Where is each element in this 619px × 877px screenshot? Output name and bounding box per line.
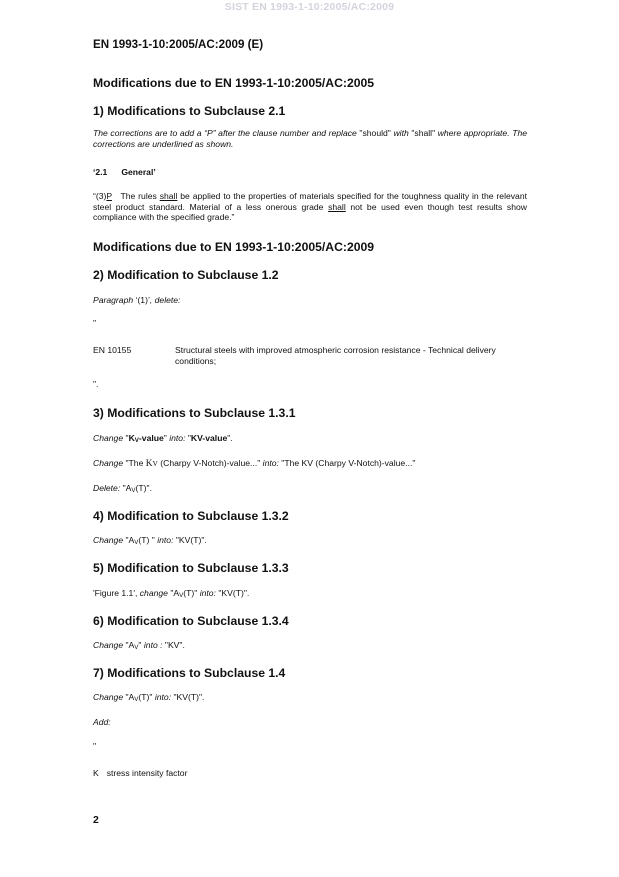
item6-heading: 6) Modification to Subclause 1.3.4 (93, 614, 289, 628)
paragraph-label: Paragraph (93, 295, 134, 305)
para-shall-1: shall (159, 191, 178, 201)
para-open: “(3) (93, 191, 107, 201)
definition-text: stress intensity factor (106, 768, 188, 778)
paragraph-ref: ‘(1)’ (133, 295, 150, 305)
item2-heading: 2) Modification to Subclause 1.2 (93, 268, 279, 282)
item2-quote-close: ". (93, 379, 99, 389)
change-label: Change (93, 640, 124, 650)
item4-heading: 4) Modification to Subclause 1.3.2 (93, 509, 289, 523)
old-text-pre: "A (123, 640, 135, 650)
change-label: Change (93, 535, 124, 545)
para-part3: not be used even though test results show compliance with the specified grade.” (93, 201, 527, 223)
add-label: Add: (93, 717, 111, 727)
item2-quote-open: " (93, 318, 97, 328)
intro-pre: The corrections are to add a “P” after the clause number and replace (93, 128, 360, 138)
item4-line (93, 535, 527, 546)
change-label: Change (93, 692, 124, 702)
change-label: Change (93, 458, 124, 468)
old-text-subscript: V (134, 644, 139, 651)
para-part2: be applied to the properties of materials specified for the toughness quality in the relevant steel product standard. Material of a less onerous grade (93, 191, 528, 212)
old-text-post: (Charpy V-Notch)-value..." (157, 458, 263, 468)
item3-line3 (93, 483, 527, 494)
new-text: "KV". (162, 640, 185, 650)
old-text-k: K (145, 459, 153, 469)
subclause-title: General’ (121, 167, 156, 177)
old-text-post: (T)" (183, 588, 200, 598)
para-shall-2: shall (328, 201, 346, 212)
old-text-subscript: V (134, 539, 139, 546)
old-text-post: (T) " (138, 535, 158, 545)
old-text-post: (T)" (138, 692, 155, 702)
section-title-ac2009: Modifications due to EN 1993-1-10:2005/AC:2009 (93, 240, 375, 254)
watermark: SIST EN 1993-1-10:2005/AC:2009 (224, 1, 395, 13)
definition-symbol: K (93, 768, 99, 778)
quote: " (163, 433, 170, 443)
new-text: "KV(T)". (173, 535, 207, 545)
intro-shall: "shall" (411, 128, 436, 138)
page-number: 2 (93, 814, 99, 826)
quote: ". (227, 433, 233, 443)
item6-line (93, 640, 527, 651)
old-text-pre: "A (167, 588, 180, 598)
change-label: Change (93, 433, 124, 443)
old-term-k: K (128, 433, 135, 443)
item3-line2 (93, 458, 527, 470)
para-part1: The rules (111, 191, 160, 201)
into-label: into: (199, 588, 216, 598)
into-label: into: (154, 692, 172, 702)
old-text-pre: "A (120, 483, 132, 493)
old-term-subscript: V (134, 437, 139, 444)
old-text-v: V (152, 459, 158, 468)
into-label: into: (157, 535, 174, 545)
delete-label: , delete: (149, 295, 181, 305)
item7-line (93, 692, 527, 703)
old-text-pre: "A (123, 535, 135, 545)
intro-should: "should" (359, 128, 391, 138)
item1-paragraph (93, 191, 527, 223)
old-text-pre: "The (123, 458, 146, 468)
para-p: P (106, 191, 112, 201)
intro-post: where appropriate. The corrections are underlined as shown. (93, 128, 527, 149)
item5-heading: 5) Modification to Subclause 1.3.3 (93, 561, 289, 575)
old-text-subscript: V (131, 487, 136, 494)
item3-heading: 3) Modifications to Subclause 1.3.1 (93, 406, 296, 420)
old-text-subscript: V (134, 696, 139, 703)
item2-instruction (93, 295, 527, 306)
standard-code: EN 10155 (93, 345, 132, 355)
item7-quote-open: " (93, 741, 97, 751)
figure-ref: 'Figure 1.1', (93, 588, 140, 598)
old-text-pre: "A (123, 692, 135, 702)
subclause-heading (93, 167, 527, 178)
new-text: "KV(T)". (171, 692, 205, 702)
into-label: into: (169, 433, 186, 443)
old-term (129, 433, 164, 443)
definition-entry (93, 768, 527, 779)
new-term: KV-value (190, 433, 228, 443)
new-text: "KV(T)". (215, 588, 250, 598)
item5-line (93, 588, 527, 599)
old-text-post: (T)". (135, 483, 152, 493)
quote: " (185, 433, 191, 443)
document-header: EN 1993-1-10:2005/AC:2009 (E) (93, 38, 264, 51)
old-text-post: " (138, 640, 144, 650)
into-label: into : (143, 640, 163, 650)
item1-heading: 1) Modifications to Subclause 2.1 (93, 104, 286, 118)
into-label: into: (262, 458, 279, 468)
change-label: change (139, 588, 168, 598)
quote: " (123, 433, 129, 443)
item7-heading: 7) Modifications to Subclause 1.4 (93, 666, 286, 680)
delete-label: Delete: (93, 483, 121, 493)
old-text-subscript: V (179, 592, 184, 599)
item1-intro (93, 128, 527, 149)
standard-title: Structural steels with improved atmospheric corrosion resistance - Technical delivery conditions; (175, 345, 496, 366)
section-title-ac2005: Modifications due to EN 1993-1-10:2005/AC:2005 (93, 76, 375, 90)
subclause-number: ‘2.1 (93, 167, 108, 177)
old-term-rest: -value (138, 433, 164, 443)
intro-with: with (390, 128, 412, 138)
item3-line1 (93, 433, 527, 444)
new-text: "The KV (Charpy V-Notch)-value..." (278, 458, 416, 468)
